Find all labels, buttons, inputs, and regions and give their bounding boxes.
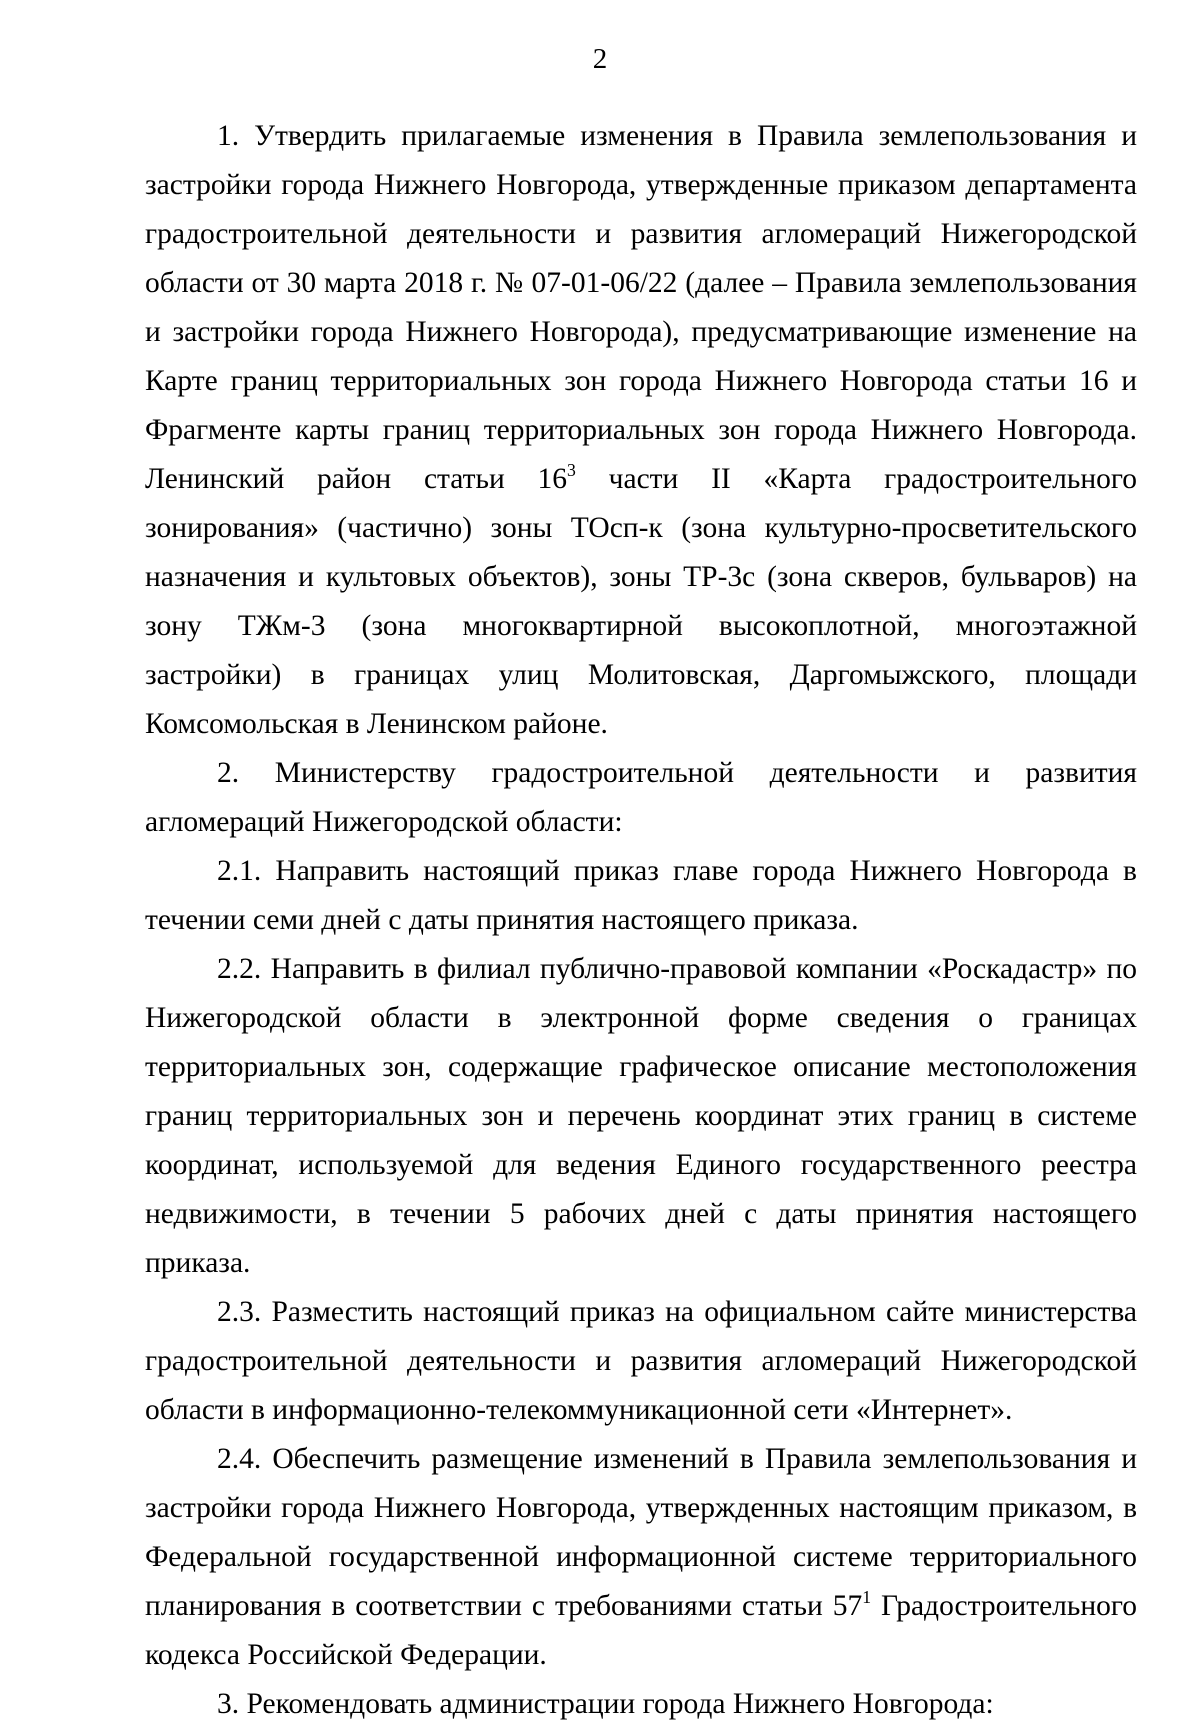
paragraph-2-3: 2.3. Разместить настоящий приказ на официальном сайте министерства градостроительной деятельности и развития агломераций Нижегородской области в информационно-телекоммуникационной сети «Интернет».: [145, 1296, 1137, 1426]
page-number: 2: [592, 43, 608, 75]
paragraph-1-superscript: 3: [567, 460, 576, 481]
paragraph-2-4-text-a: 2.4. Обеспечить размещение изменений в Правила землепользования и застройки города Нижнего Новгорода, утвержденных настоящим приказом, в Федеральной государственной информационной системе территориального планирования в соответствии с требованиями статьи 57: [145, 1443, 1137, 1622]
document-body: [145, 112, 1137, 1729]
paragraph-1-text-a: 1. Утвердить прилагаемые изменения в Правила землепользования и застройки города Нижнего Новгорода, утвержденные приказом департамента градостроительной деятельности и развития агломераций Нижегородской области от 30 марта 2018 г. № 07-01-06/22 (далее – Правила землепользования и застройки города Нижнего Новгорода), предусматривающие изменение на Карте границ территориальных зон города Нижнего Новгорода статьи 16 и Фрагменте карты границ территориальных зон города Нижнего Новгорода. Ленинский район статьи 16: [145, 120, 1137, 495]
paragraph-2-2: 2.2. Направить в филиал публично-правовой компании «Роскадастр» по Нижегородской области в электронной форме сведения о границах территориальных зон, содержащие графическое описание местоположения границ территориальных зон и перечень координат этих границ в системе координат, используемой для ведения Единого государственного реестра недвижимости, в течении 5 рабочих дней с даты принятия настоящего приказа.: [145, 953, 1137, 1279]
paragraph-2-1: 2.1. Направить настоящий приказ главе города Нижнего Новгорода в течении семи дней с даты принятия настоящего приказа.: [145, 855, 1137, 936]
paragraph-2: 2. Министерству градостроительной деятельности и развития агломераций Нижегородской области:: [145, 757, 1137, 838]
paragraph-2-4-superscript: 1: [862, 1587, 872, 1608]
paragraph-3: 3. Рекомендовать администрации города Нижнего Новгорода:: [217, 1688, 994, 1720]
paragraph-2-4: [145, 1435, 1137, 1680]
paragraph-1-text-b: части II «Карта градостроительного зонирования» (частично) зоны ТОсп-к (зона культурно-просветительского назначения и культовых объектов), зоны ТР-3с (зона скверов, бульваров) на зону ТЖм-3 (зона многоквартирной высокоплотной, многоэтажной застройки) в границах улиц Молитовская, Даргомыжского, площади Комсомольская в Ленинском районе.: [145, 463, 1137, 740]
paragraph-1: [145, 112, 1137, 749]
paragraph-2-4-text-b: Градостроительного кодекса Российской Федерации.: [145, 1590, 1138, 1671]
